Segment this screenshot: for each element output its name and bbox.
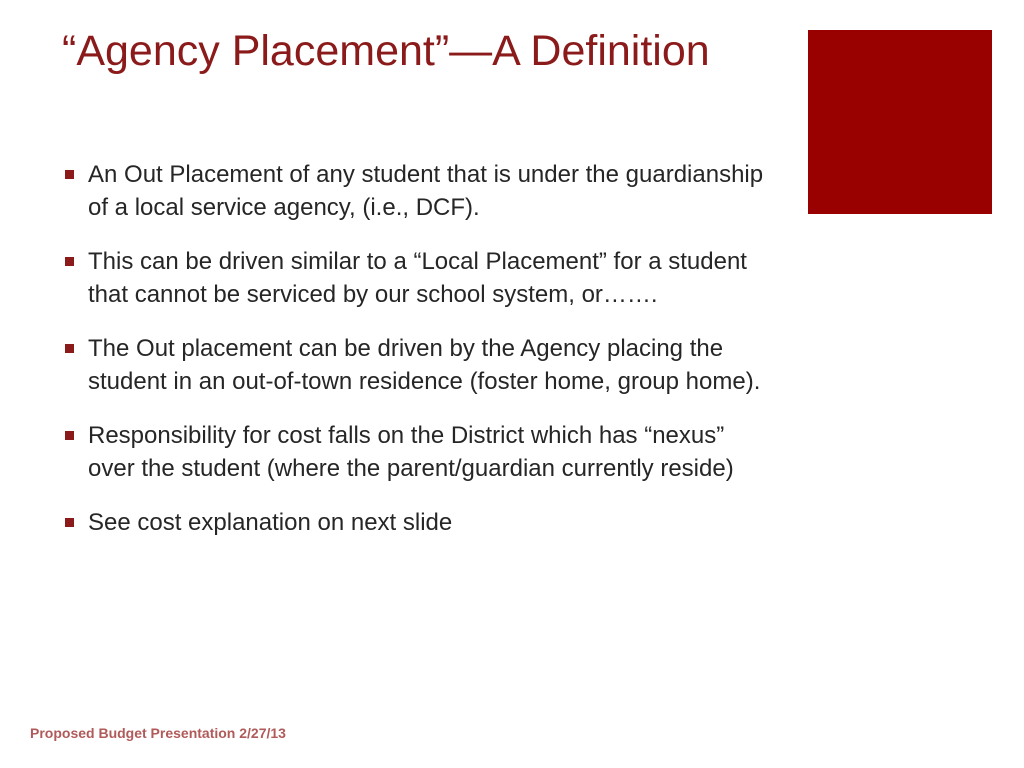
bullet-item	[62, 506, 777, 539]
slide-title: “Agency Placement”—A Definition	[62, 27, 710, 75]
bullet-item	[62, 332, 777, 398]
bullet-text: See cost explanation on next slide	[88, 509, 453, 536]
bullet-text: Responsibility for cost falls on the District which has “nexus” over the student (where the parent/guardian currently reside)	[88, 422, 734, 482]
bullet-item	[62, 245, 777, 311]
square-bullet-icon	[65, 170, 74, 179]
bullet-text: The Out placement can be driven by the Agency placing the student in an out-of-town residence (foster home, group home).	[88, 335, 761, 395]
bullet-item	[62, 419, 777, 485]
square-bullet-icon	[65, 344, 74, 353]
bullet-list	[62, 158, 777, 560]
square-bullet-icon	[65, 431, 74, 440]
footer-text: Proposed Budget Presentation 2/27/13	[30, 725, 286, 741]
square-bullet-icon	[65, 257, 74, 266]
bullet-text: An Out Placement of any student that is under the guardianship of a local service agency, (i.e., DCF).	[88, 161, 764, 221]
bullet-text: This can be driven similar to a “Local Placement” for a student that cannot be serviced by our school system, or…….	[88, 248, 747, 308]
bullet-item	[62, 158, 777, 224]
accent-block	[808, 30, 992, 214]
square-bullet-icon	[65, 518, 74, 527]
